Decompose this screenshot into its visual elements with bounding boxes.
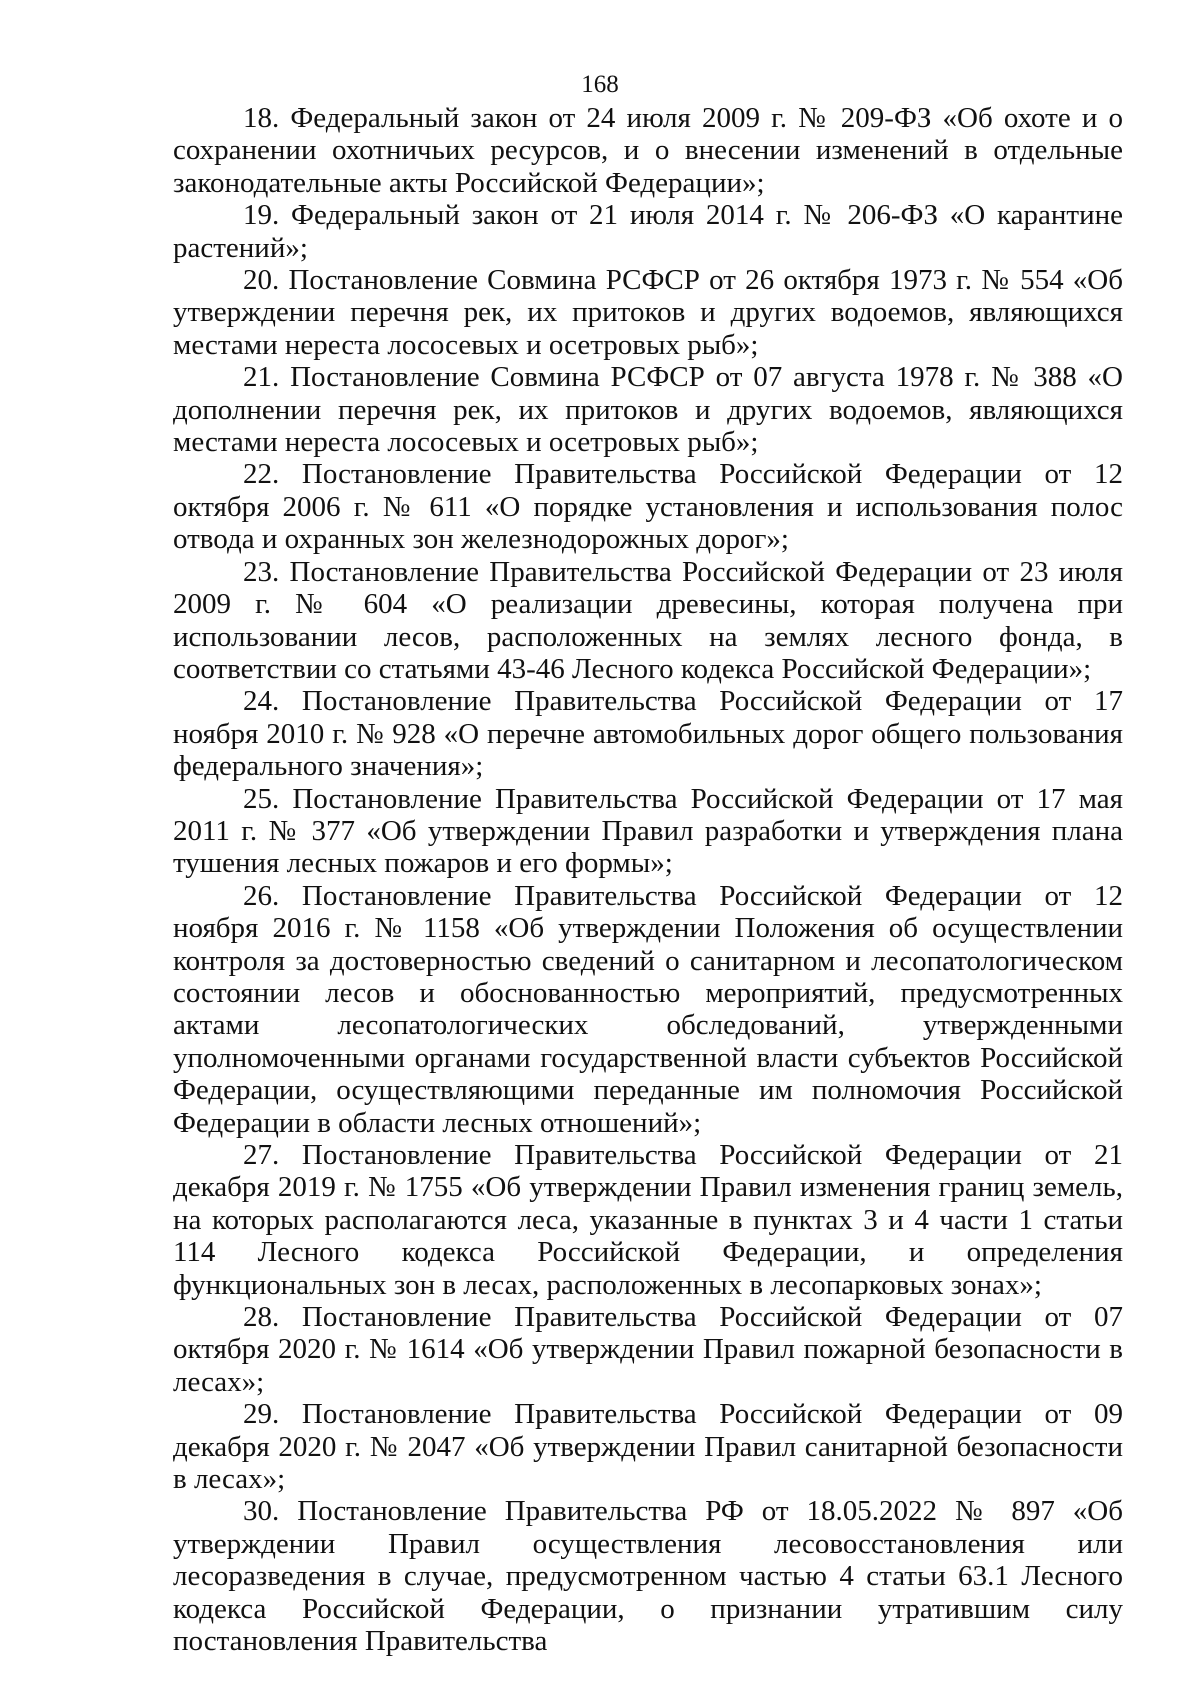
list-item: 23. Постановление Правительства Российской Федерации от 23 июля 2009 г. № 604 «О реализации древесины, которая получена при использовании лесов, расположенных на землях лесного фонда, в соответствии со статьями 43-46 Лесного кодекса Российской Федерации»; [173, 555, 1123, 685]
list-item: 20. Постановление Совмина РСФСР от 26 октября 1973 г. № 554 «Об утверждении перечня рек, их притоков и других водоемов, являющихся местами нереста лососевых и осетровых рыб»; [173, 264, 1123, 361]
list-item: 29. Постановление Правительства Российской Федерации от 09 декабря 2020 г. № 2047 «Об утверждении Правил санитарной безопасности в лесах»; [173, 1398, 1123, 1496]
list-item: 24. Постановление Правительства Российской Федерации от 17 ноября 2010 г. № 928 «О перечне автомобильных дорог общего пользования федерального значения»; [173, 685, 1123, 783]
list-item: 22. Постановление Правительства Российской Федерации от 12 октября 2006 г. № 611 «О порядке установления и использования полос отвода и охранных зон железнодорожных дорог»; [173, 458, 1123, 556]
list-item: 25. Постановление Правительства Российской Федерации от 17 мая 2011 г. № 377 «Об утверждении Правил разработки и утверждения плана тушения лесных пожаров и его формы»; [173, 782, 1123, 880]
list-item: 27. Постановление Правительства Российской Федерации от 21 декабря 2019 г. № 1755 «Об утверждении Правил изменения границ земель, на которых располагаются леса, указанные в пунктах 3 и 4 части 1 статьи 114 Лесного кодекса Российской Федерации, и определения функциональных зон в лесах, расположенных в лесопарковых зонах»; [173, 1139, 1123, 1301]
list-item: 30. Постановление Правительства РФ от 18.05.2022 № 897 «Об утверждении Правил осуществления лесовосстановления или лесоразведения в случае, предусмотренном частью 4 статьи 63.1 Лесного кодекса Российской Федерации, о признании утратившим силу постановления Правительства [173, 1495, 1123, 1658]
list-item: 26. Постановление Правительства Российской Федерации от 12 ноября 2016 г. № 1158 «Об утверждении Положения об осуществлении контроля за достоверностью сведений о санитарном и лесопатологическом состоянии лесов и обоснованностью мероприятий, предусмотренных актами лесопатологических обследований, утвержденными уполномоченными органами государственной власти субъектов Российской Федерации, осуществляющими переданные им полномочия Российской Федерации в области лесных отношений»; [173, 879, 1123, 1139]
list-item: 28. Постановление Правительства Российской Федерации от 07 октября 2020 г. № 1614 «Об утверждении Правил пожарной безопасности в лесах»; [173, 1301, 1123, 1398]
document-body [173, 102, 1123, 1658]
list-item: 19. Федеральный закон от 21 июля 2014 г. № 206-ФЗ «О карантине растений»; [173, 199, 1123, 264]
list-item: 18. Федеральный закон от 24 июля 2009 г. № 209-ФЗ «Об охоте и о сохранении охотничьих ресурсов, и о внесении изменений в отдельные законодательные акты Российской Федерации»; [173, 102, 1123, 199]
page-number: 168 [581, 71, 619, 98]
list-item: 21. Постановление Совмина РСФСР от 07 августа 1978 г. № 388 «О дополнении перечня рек, их притоков и других водоемов, являющихся местами нереста лососевых и осетровых рыб»; [173, 361, 1123, 459]
